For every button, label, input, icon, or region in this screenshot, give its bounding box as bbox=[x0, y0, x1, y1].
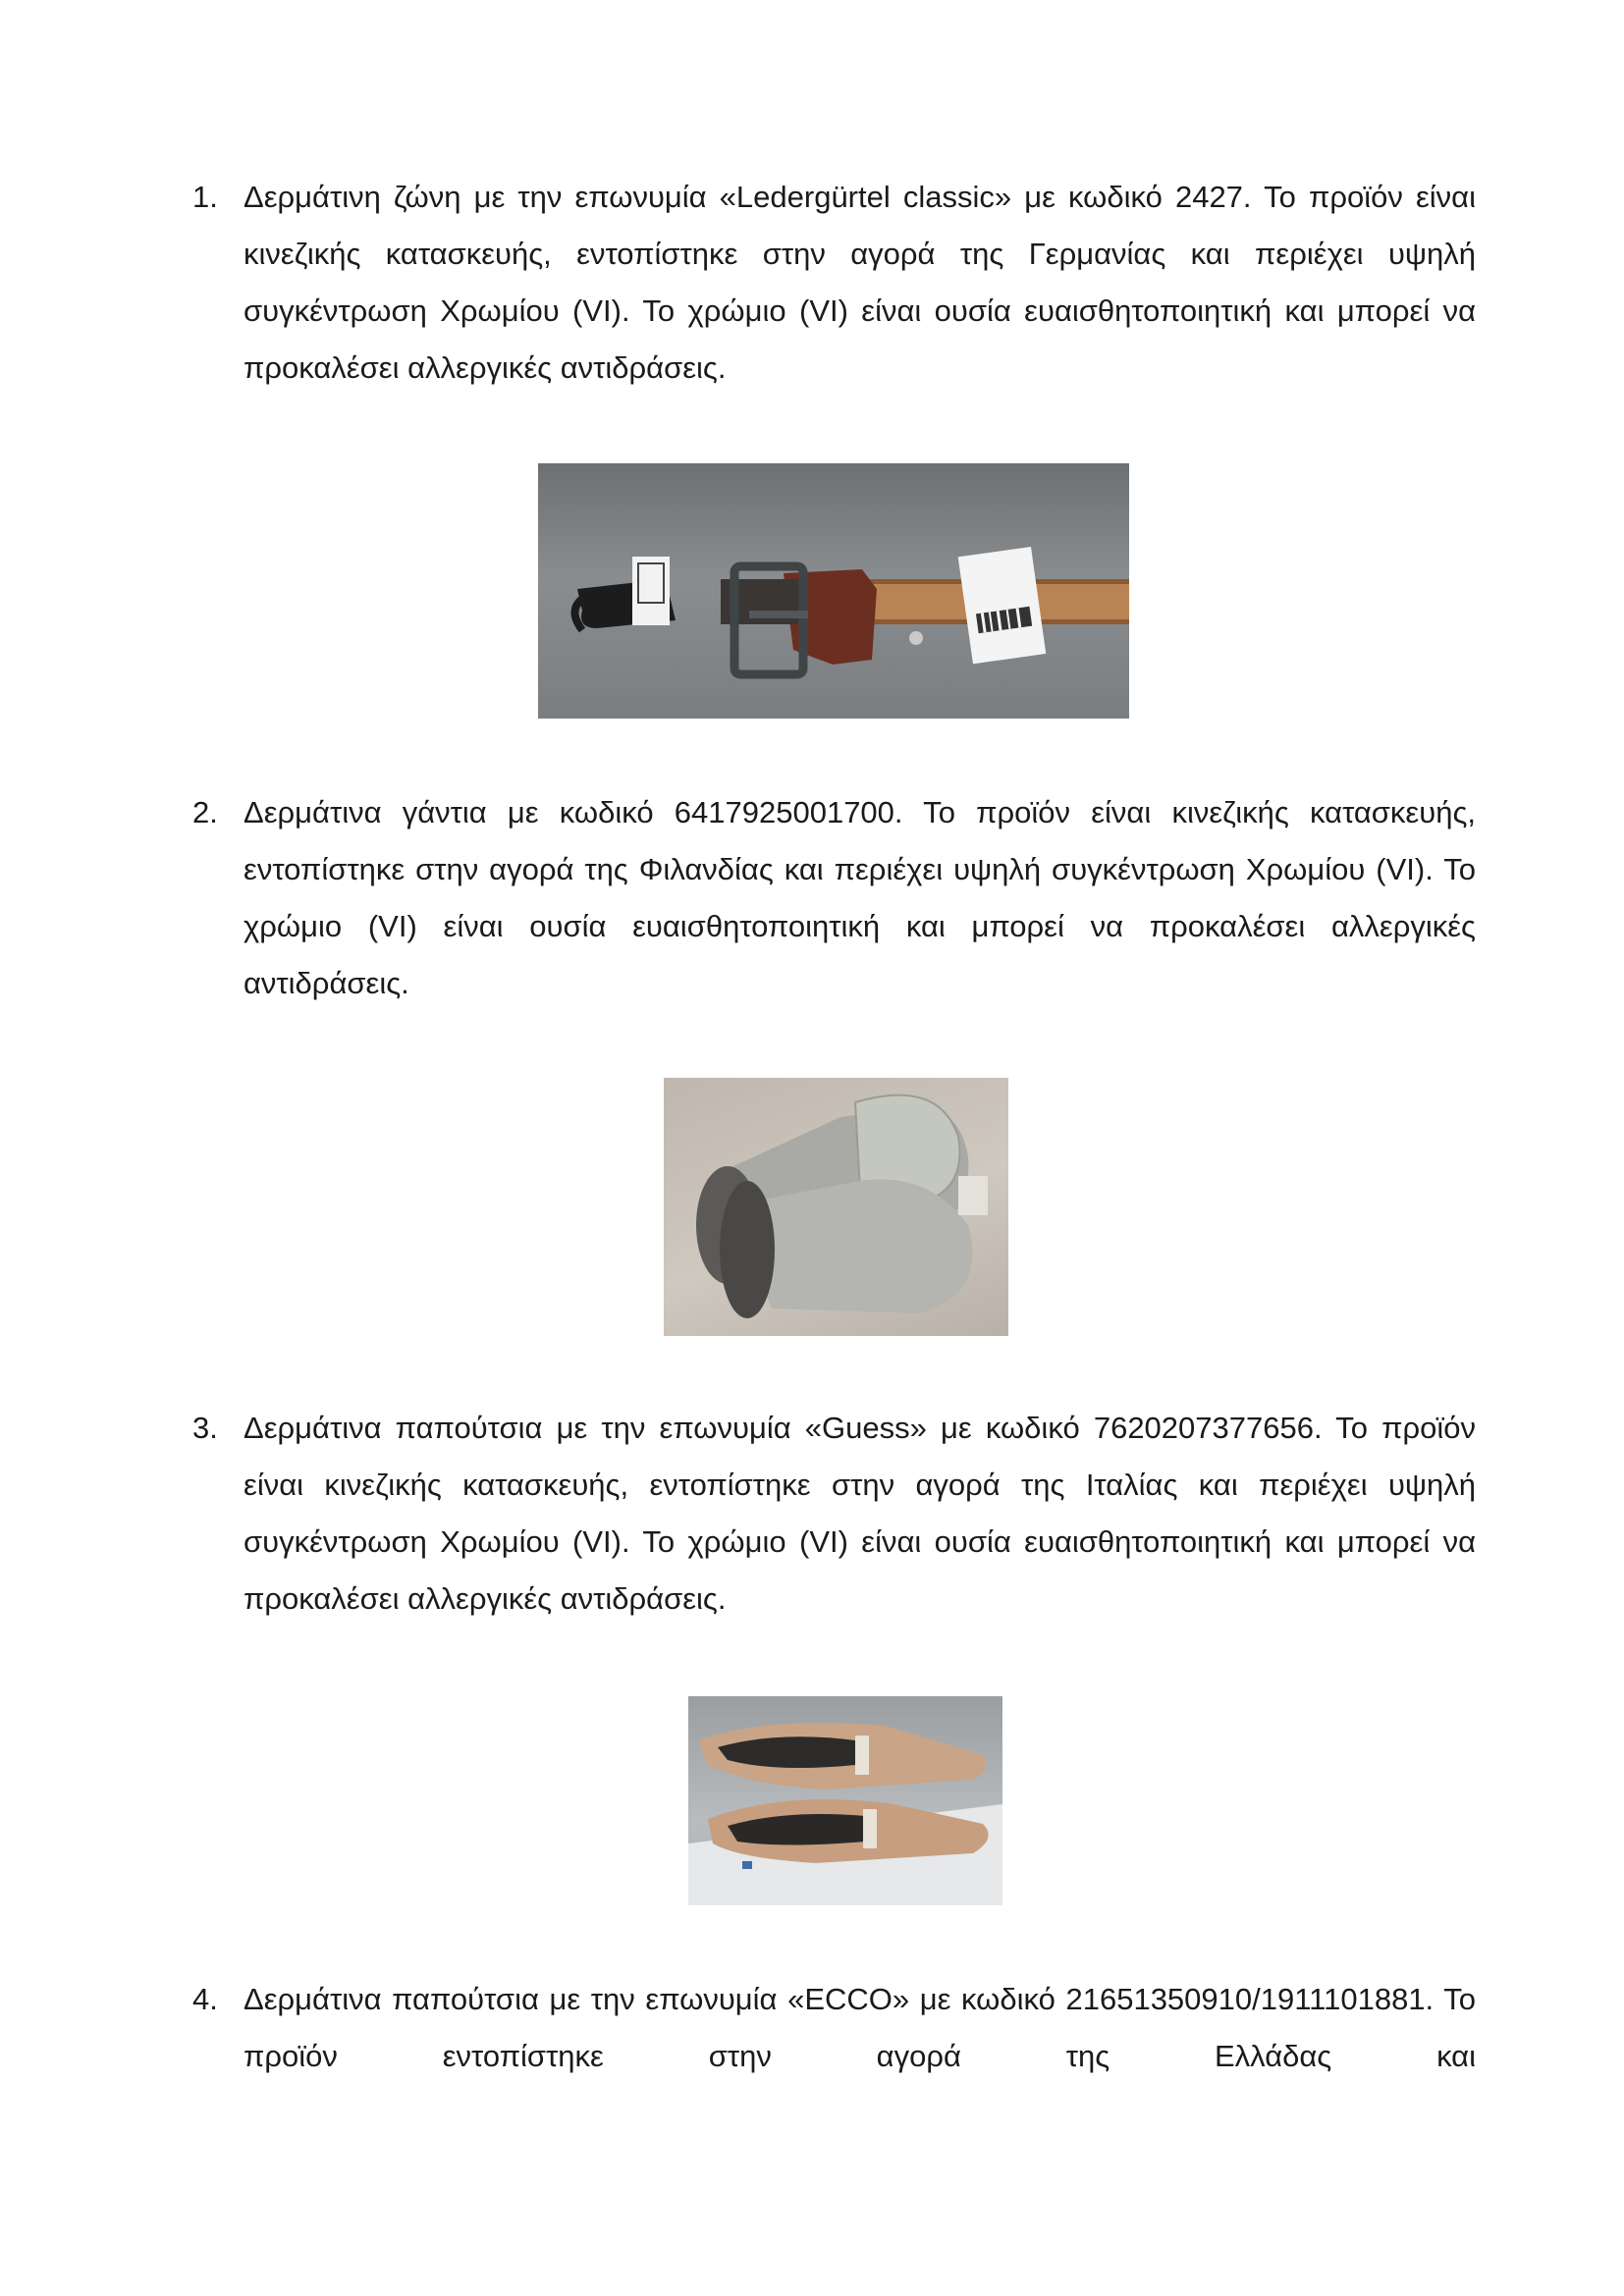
list-item-3 bbox=[192, 1400, 1476, 1628]
gloves-image bbox=[664, 1078, 1008, 1336]
shoes-image bbox=[688, 1696, 1002, 1905]
shoes-photo bbox=[688, 1696, 1002, 1905]
item-number: 4. bbox=[192, 1982, 218, 2016]
belt-image bbox=[538, 463, 1129, 719]
item-text: Δερμάτινα παπούτσια με την επωνυμία «ECCO» με κωδικό 21651350910/1911101881. Το προϊόν εντοπίστηκε στην αγορά της Ελλάδας και bbox=[244, 1982, 1476, 2073]
item-text: Δερμάτινα γάντια με κωδικό 6417925001700. Το προϊόν είναι κινεζικής κατασκευής, εντοπίστηκε στην αγορά της Φιλανδίας και περιέχει υψηλή συγκέντρωση Χρωμίου (VI). Το χρώμιο (VI) είναι ουσία ευαισθητοποιητική και μπορεί να προκαλέσει αλλεργικές αντιδράσεις. bbox=[244, 795, 1476, 1000]
belt-photo bbox=[538, 463, 1129, 719]
item-number: 1. bbox=[192, 180, 218, 214]
item-text: Δερμάτινη ζώνη με την επωνυμία «Ledergürtel classic» με κωδικό 2427. Το προϊόν είναι κινεζικής κατασκευής, εντοπίστηκε στην αγορά της Γερμανίας και περιέχει υψηλή συγκέντρωση Χρωμίου (VI). Το χρώμιο (VI) είναι ουσία ευαισθητοποιητική και μπορεί να προκαλέσει αλλεργικές αντιδράσεις. bbox=[244, 180, 1476, 385]
item-text: Δερμάτινα παπούτσια με την επωνυμία «Guess» με κωδικό 7620207377656. Το προϊόν είναι κινεζικής κατασκευής, εντοπίστηκε στην αγορά της Ιταλίας και περιέχει υψηλή συγκέντρωση Χρωμίου (VI). Το χρώμιο (VI) είναι ουσία ευαισθητοποιητική και μπορεί να προκαλέσει αλλεργικές αντιδράσεις. bbox=[244, 1411, 1476, 1616]
list-item-2 bbox=[192, 784, 1476, 1012]
gloves-photo bbox=[664, 1078, 1008, 1336]
item-number: 2. bbox=[192, 795, 218, 829]
item-number: 3. bbox=[192, 1411, 218, 1445]
list-item-1 bbox=[192, 169, 1476, 397]
list-item-4 bbox=[192, 1971, 1476, 2085]
